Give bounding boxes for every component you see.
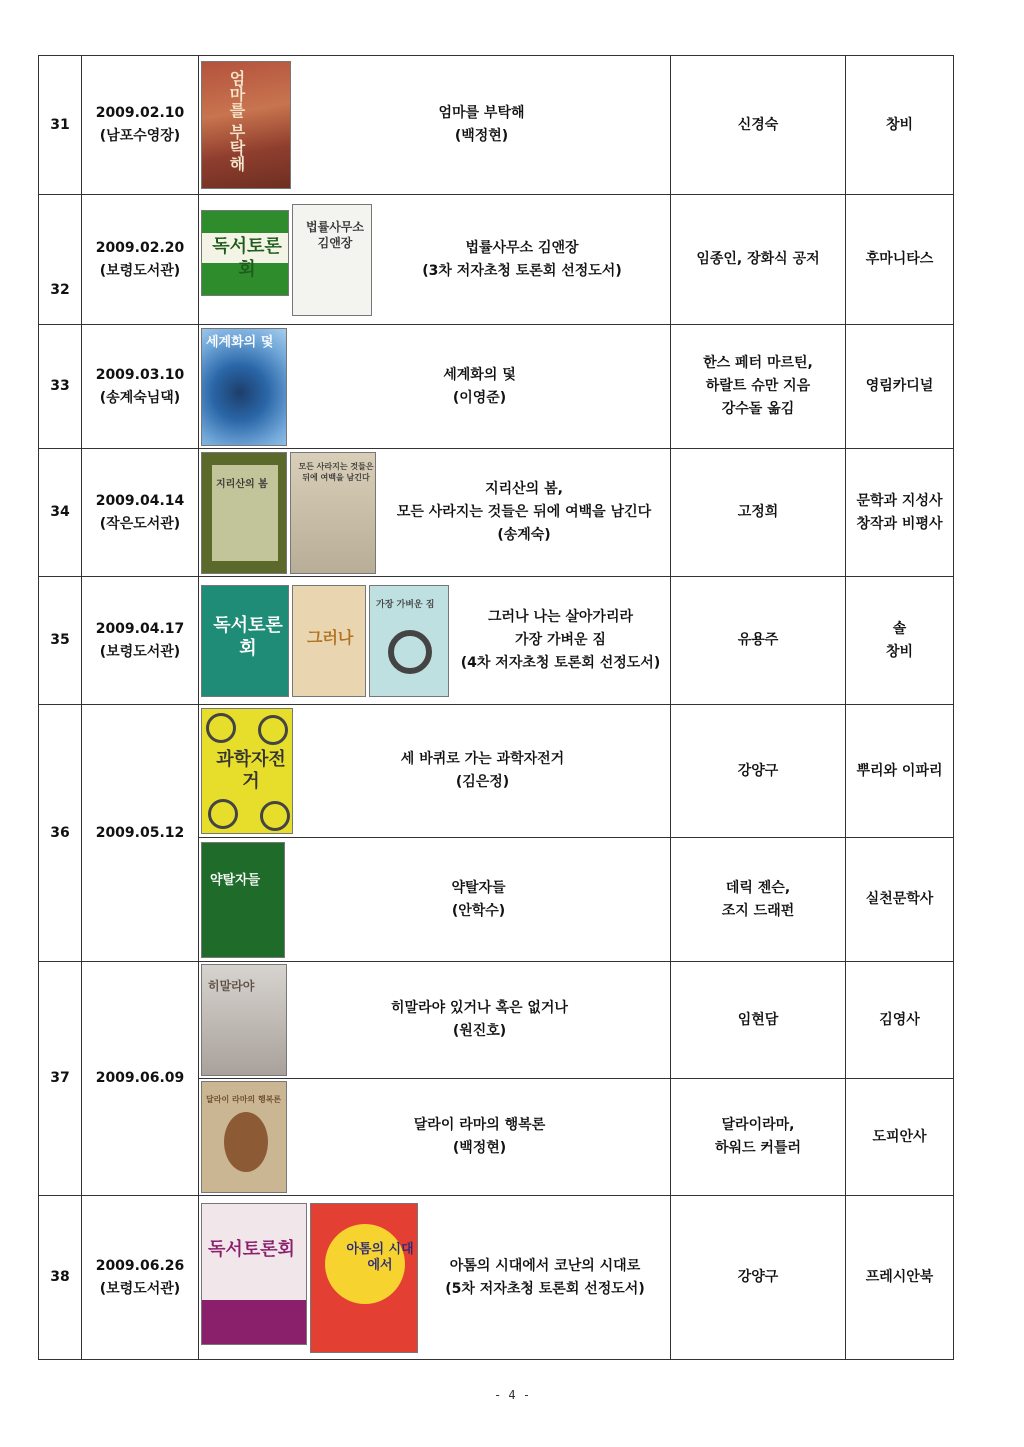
meeting-date: 2009.02.20	[95, 239, 185, 256]
book-cell	[199, 1196, 671, 1360]
meeting-place: (남포수영장)	[99, 128, 181, 144]
meeting-date-cell	[82, 1196, 199, 1360]
book-cell	[199, 577, 671, 705]
book-list-table	[38, 55, 954, 1360]
row-number: 33	[39, 325, 82, 449]
row-number: 32	[39, 195, 82, 325]
table-row	[39, 195, 954, 325]
publisher-cell: 문학과 지성사 창작과 비평사	[846, 449, 954, 577]
publisher-cell: 뿌리와 이파리	[846, 705, 954, 838]
book-title: 엄마를 부탁해 (백정현)	[438, 105, 525, 144]
book-cell	[199, 962, 671, 1079]
meeting-date: 2009.02.10	[95, 105, 185, 121]
book-title: 지리산의 봄, 모든 사라지는 것들은 뒤에 여백을 남긴다 (송계숙)	[396, 481, 652, 543]
meeting-place: (보령도서관)	[99, 643, 181, 660]
meeting-date: 2009.04.14	[95, 492, 185, 509]
author-cell: 임종인, 장화식 공저	[671, 195, 846, 325]
meeting-date-cell	[82, 449, 199, 577]
page-number: - 4 -	[493, 1388, 531, 1402]
publisher-cell: 김영사	[846, 962, 954, 1079]
table-row	[39, 56, 954, 195]
book-cover-image: 달라이 라마의 행복론	[201, 1081, 287, 1193]
table-row	[39, 449, 954, 577]
meeting-date-cell	[82, 962, 199, 1196]
author-cell: 임현담	[671, 962, 846, 1079]
row-number: 36	[39, 705, 82, 962]
book-cover-image: 독서토론회	[201, 585, 289, 697]
book-cover-image: 히말라야	[201, 964, 287, 1076]
publisher-cell: 도피안사	[846, 1079, 954, 1196]
book-cover-image: 과학자전거	[201, 708, 293, 834]
book-cell	[199, 325, 671, 449]
table-row	[39, 1196, 954, 1360]
meeting-date-cell	[82, 705, 199, 962]
row-number: 37	[39, 962, 82, 1196]
book-title: 세 바퀴로 가는 과학자전거 (김은정)	[400, 751, 565, 790]
meeting-date-cell	[82, 195, 199, 325]
book-title: 히말라야 있거나 혹은 없거나 (원진호)	[391, 1000, 568, 1039]
book-cover-image: 법률사무소 김앤장	[292, 204, 372, 316]
book-cell	[199, 56, 671, 195]
row-number: 38	[39, 1196, 82, 1360]
meeting-date-cell	[82, 325, 199, 449]
book-cover-image: 모든 사라지는 것들은 뒤에 여백을 남긴다	[290, 452, 376, 574]
book-cell	[199, 195, 671, 325]
book-cover-image: 가장 가벼운 짐	[369, 585, 449, 697]
author-cell: 데릭 젠슨, 조지 드래펀	[671, 838, 846, 962]
publisher-cell: 실천문학사	[846, 838, 954, 962]
author-cell: 고정희	[671, 449, 846, 577]
row-number: 31	[39, 56, 82, 195]
author-cell: 신경숙	[671, 56, 846, 195]
book-title: 법률사무소 김앤장 (3차 저자초청 토론회 선정도서)	[422, 239, 622, 279]
publisher-cell: 영림카디널	[846, 325, 954, 449]
meeting-date-cell	[82, 56, 199, 195]
author-cell: 강양구	[671, 705, 846, 838]
book-cell	[199, 705, 671, 838]
author-cell: 달라이라마, 하워드 커틀러	[671, 1079, 846, 1196]
table-row	[39, 577, 954, 705]
book-cover-image: 그러나	[292, 585, 366, 697]
meeting-date: 2009.04.17	[95, 620, 185, 637]
meeting-date: 2009.03.10	[95, 366, 185, 383]
table-row	[39, 325, 954, 449]
book-title: 그러나 나는 살아가리라 가장 가벼운 짐 (4차 저자초청 토론회 선정도서)	[460, 609, 661, 671]
book-cover-image: 지리산의 봄	[201, 452, 287, 574]
table-row	[39, 705, 954, 838]
book-title: 세계화의 덫 (이영준)	[443, 366, 516, 406]
author-cell: 강양구	[671, 1196, 846, 1360]
meeting-place: (작은도서관)	[99, 515, 181, 532]
book-cover-image: 독서토론회	[201, 1203, 307, 1345]
author-cell: 한스 페터 마르틴, 하랄트 슈만 지음 강수돌 옮김	[671, 325, 846, 449]
row-number: 34	[39, 449, 82, 577]
publisher-cell: 솔 창비	[846, 577, 954, 705]
book-cover-image: 세계화의 덫	[201, 328, 287, 446]
meeting-place: (송계숙님댁)	[99, 389, 181, 406]
book-title: 약탈자들 (안학수)	[451, 879, 506, 919]
book-cell	[199, 838, 671, 962]
row-number: 35	[39, 577, 82, 705]
publisher-cell: 후마니타스	[846, 195, 954, 325]
book-cover-image: 독서토론회	[201, 210, 289, 296]
meeting-date-cell	[82, 577, 199, 705]
meeting-date: 2009.06.26	[95, 1257, 185, 1274]
book-cell	[199, 449, 671, 577]
author-cell: 유용주	[671, 577, 846, 705]
meeting-place: (보령도서관)	[99, 1280, 181, 1297]
book-cell	[199, 1079, 671, 1196]
book-cover-image: 아톰의 시대에서	[310, 1203, 418, 1353]
book-cover-image: 엄마를 부탁해	[201, 61, 291, 189]
book-cover-image: 약탈자들	[201, 842, 285, 958]
book-title: 아톰의 시대에서 코난의 시대로 (5차 저자초청 토론회 선정도서)	[445, 1257, 645, 1297]
table-row	[39, 962, 954, 1079]
publisher-cell: 프레시안북	[846, 1196, 954, 1360]
meeting-place: (보령도서관)	[99, 262, 181, 279]
meeting-date: 2009.05.12	[95, 824, 185, 841]
meeting-date: 2009.06.09	[95, 1070, 185, 1086]
publisher-cell: 창비	[846, 56, 954, 195]
book-title: 달라이 라마의 행복론 (백정현)	[413, 1117, 546, 1156]
